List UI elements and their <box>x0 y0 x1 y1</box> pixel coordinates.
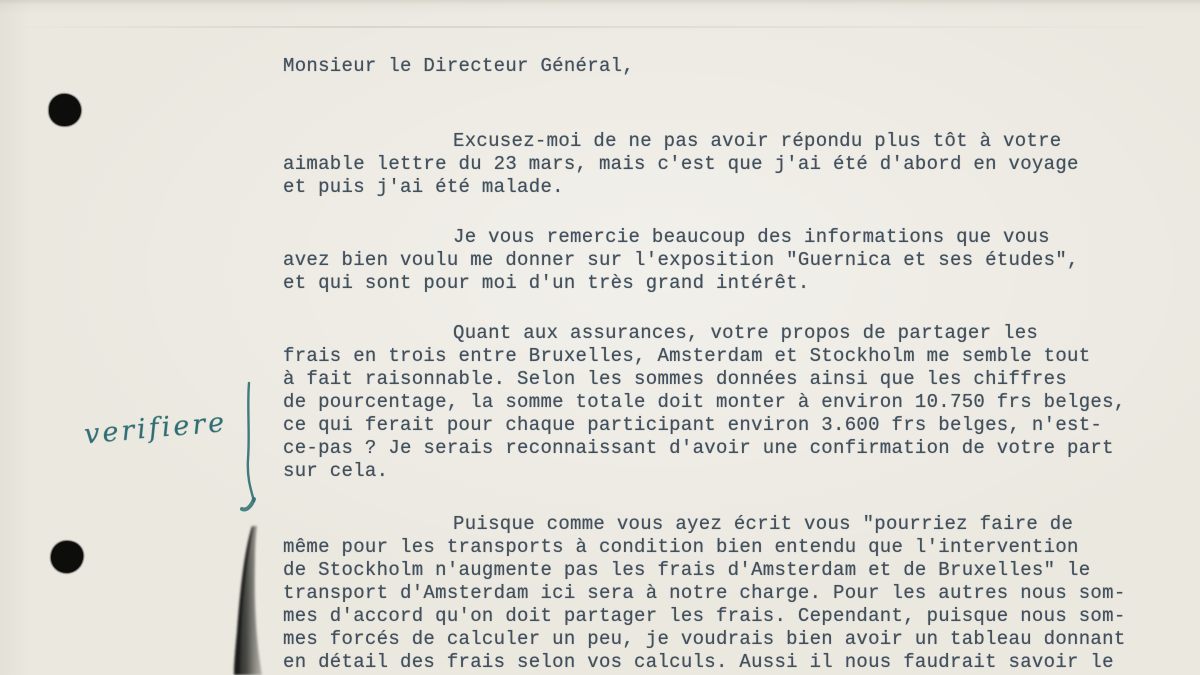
letter-line: Quant aux assurances, votre propos de partager les <box>453 322 1039 344</box>
letter-line: mes d'accord qu'on doit partager les frais. Cependant, puisque nous som- <box>283 605 1126 627</box>
handwritten-annotation: verifiere <box>82 406 229 451</box>
letter-line: ce-pas ? Je serais reconnaissant d'avoir une confirmation de votre part <box>283 437 1114 459</box>
letter-salutation: Monsieur le Directeur Général, <box>283 55 635 77</box>
margin-bracket-mark <box>238 381 262 515</box>
ink-smudge-mark <box>222 522 272 675</box>
letter-line: en détail des frais selon vos calculs. Aussi il nous faudrait savoir le <box>283 651 1114 673</box>
letter-line: ce qui ferait pour chaque participant environ 3.600 frs belges, n'est- <box>283 414 1103 436</box>
letter-line: de pourcentage, la somme totale doit monter à environ 10.750 frs belges, <box>283 391 1126 413</box>
letter-line: sur cela. <box>283 460 389 482</box>
letter-paragraph <box>283 130 1153 199</box>
letter-line: transport d'Amsterdam ici sera à notre charge. Pour les autres nous som- <box>283 582 1126 604</box>
letter-line: Excusez-moi de ne pas avoir répondu plus tôt à votre <box>453 130 1062 152</box>
letter-line: frais en trois entre Bruxelles, Amsterdam et Stockholm me semble tout <box>283 345 1091 367</box>
letter-line: à fait raisonnable. Selon les sommes données ainsi que les chiffres <box>283 368 1068 390</box>
letter-line: et qui sont pour moi d'un très grand intérêt. <box>283 272 810 294</box>
letter-line: avez bien voulu me donner sur l'exposition "Guernica et ses études", <box>283 249 1079 271</box>
letter-line: et puis j'ai été malade. <box>283 176 564 198</box>
letter-paragraph <box>283 226 1153 295</box>
letter-line: même pour les transports à condition bien entendu que l'intervention <box>283 536 1079 558</box>
letter-paragraph <box>283 513 1153 674</box>
punch-hole-top <box>49 94 81 126</box>
letter-paragraph <box>283 322 1153 483</box>
letter-line: Je vous remercie beaucoup des informations que vous <box>453 226 1050 248</box>
letter-body <box>283 55 1153 674</box>
paper-crease <box>0 26 1200 28</box>
letter-line: mes forcés de calculer un peu, je voudrais bien avoir un tableau donnant <box>283 628 1126 650</box>
letter-line: aimable lettre du 23 mars, mais c'est que j'ai été d'abord en voyage <box>283 153 1079 175</box>
letter-line: Puisque comme vous ayez écrit vous "pourriez faire de <box>453 513 1074 535</box>
letter-line: de Stockholm n'augmente pas les frais d'Amsterdam et de Bruxelles" le <box>283 559 1091 581</box>
